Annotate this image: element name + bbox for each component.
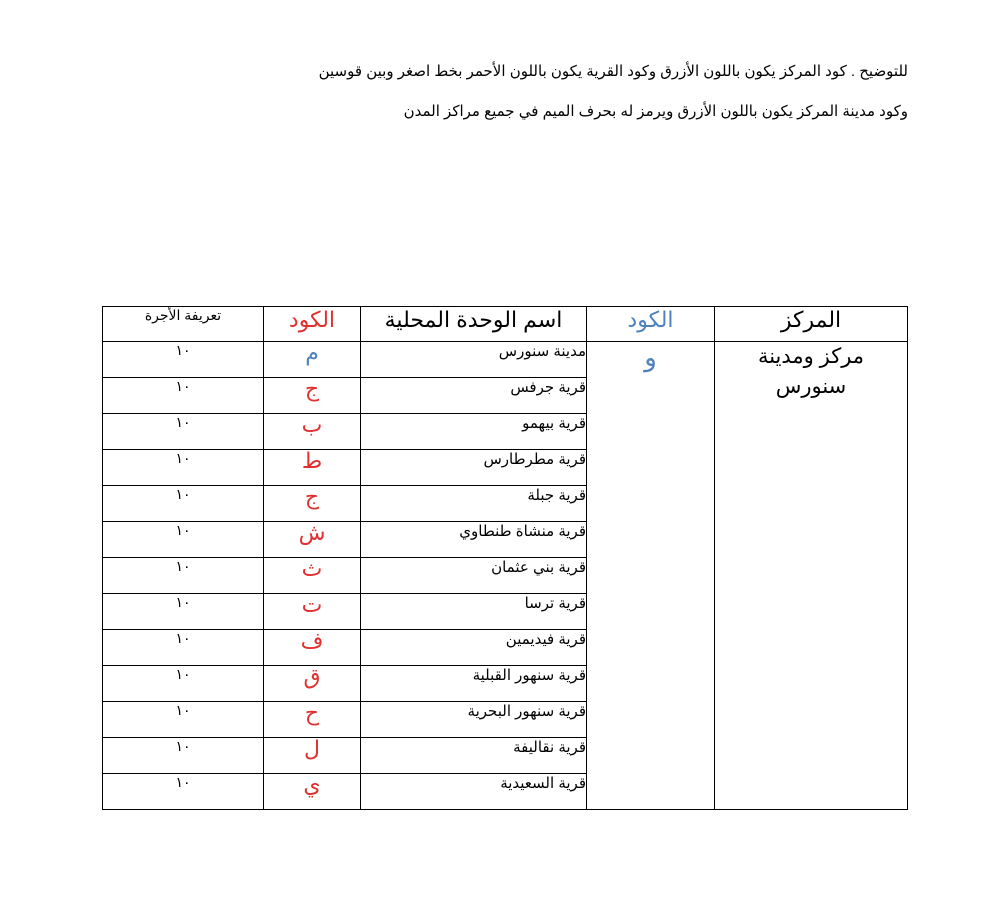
unit-code-cell: ط	[264, 450, 361, 486]
header-unit-name: اسم الوحدة المحلية	[361, 307, 587, 342]
unit-name-cell: مدينة سنورس	[361, 342, 587, 378]
unit-code-cell: ق	[264, 666, 361, 702]
unit-name-cell: قرية نقاليفة	[361, 738, 587, 774]
unit-name-cell: قرية بني عثمان	[361, 558, 587, 594]
header-center-code: الكود	[587, 307, 715, 342]
fare-cell: ١٠	[103, 414, 264, 450]
table-header-row	[103, 307, 908, 342]
unit-code-cell: ج	[264, 378, 361, 414]
fare-cell: ١٠	[103, 594, 264, 630]
center-name: مركز ومدينة سنورس	[757, 345, 865, 398]
unit-name-cell: قرية جرفس	[361, 378, 587, 414]
fare-cell: ١٠	[103, 630, 264, 666]
fare-cell: ١٠	[103, 558, 264, 594]
fare-cell: ١٠	[103, 378, 264, 414]
unit-name-cell: قرية سنهور البحرية	[361, 702, 587, 738]
unit-name-cell: قرية سنهور القبلية	[361, 666, 587, 702]
unit-name-cell: قرية جبلة	[361, 486, 587, 522]
fare-cell: ١٠	[103, 450, 264, 486]
note-line-2: وكود مدينة المركز يكون باللون الأزرق ويرمز له بحرف الميم في جميع مراكز المدن	[403, 103, 908, 120]
unit-name-cell: قرية السعيدية	[361, 774, 587, 810]
unit-code-cell: ش	[264, 522, 361, 558]
unit-name-cell: قرية بيهمو	[361, 414, 587, 450]
fare-cell: ١٠	[103, 522, 264, 558]
table-row	[103, 342, 908, 378]
unit-code-cell: ف	[264, 630, 361, 666]
unit-code-cell: ت	[264, 594, 361, 630]
unit-code-cell: ح	[264, 702, 361, 738]
note-line-1: للتوضيح . كود المركز يكون باللون الأزرق وكود القرية يكون باللون الأحمر بخط اصغر وبين قوسين	[318, 63, 908, 80]
unit-code-cell: ث	[264, 558, 361, 594]
unit-name-cell: قرية مطرطارس	[361, 450, 587, 486]
fare-table	[102, 306, 908, 810]
center-code-cell: و	[587, 342, 715, 810]
unit-code-cell: ب	[264, 414, 361, 450]
fare-cell: ١٠	[103, 486, 264, 522]
unit-name-cell: قرية ترسا	[361, 594, 587, 630]
header-unit-code: الكود	[264, 307, 361, 342]
unit-code-cell: ل	[264, 738, 361, 774]
fare-cell: ١٠	[103, 738, 264, 774]
fare-cell: ١٠	[103, 666, 264, 702]
fare-cell: ١٠	[103, 342, 264, 378]
unit-code-cell: ي	[264, 774, 361, 810]
unit-name-cell: قرية منشاة طنطاوي	[361, 522, 587, 558]
unit-code-cell: ج	[264, 486, 361, 522]
fare-cell: ١٠	[103, 702, 264, 738]
header-fare: تعريفة الأجرة	[103, 307, 264, 342]
unit-code-cell: م	[264, 342, 361, 378]
header-center: المركز	[715, 307, 908, 342]
fare-cell: ١٠	[103, 774, 264, 810]
unit-name-cell: قرية فيديمين	[361, 630, 587, 666]
center-name-cell	[715, 342, 908, 810]
